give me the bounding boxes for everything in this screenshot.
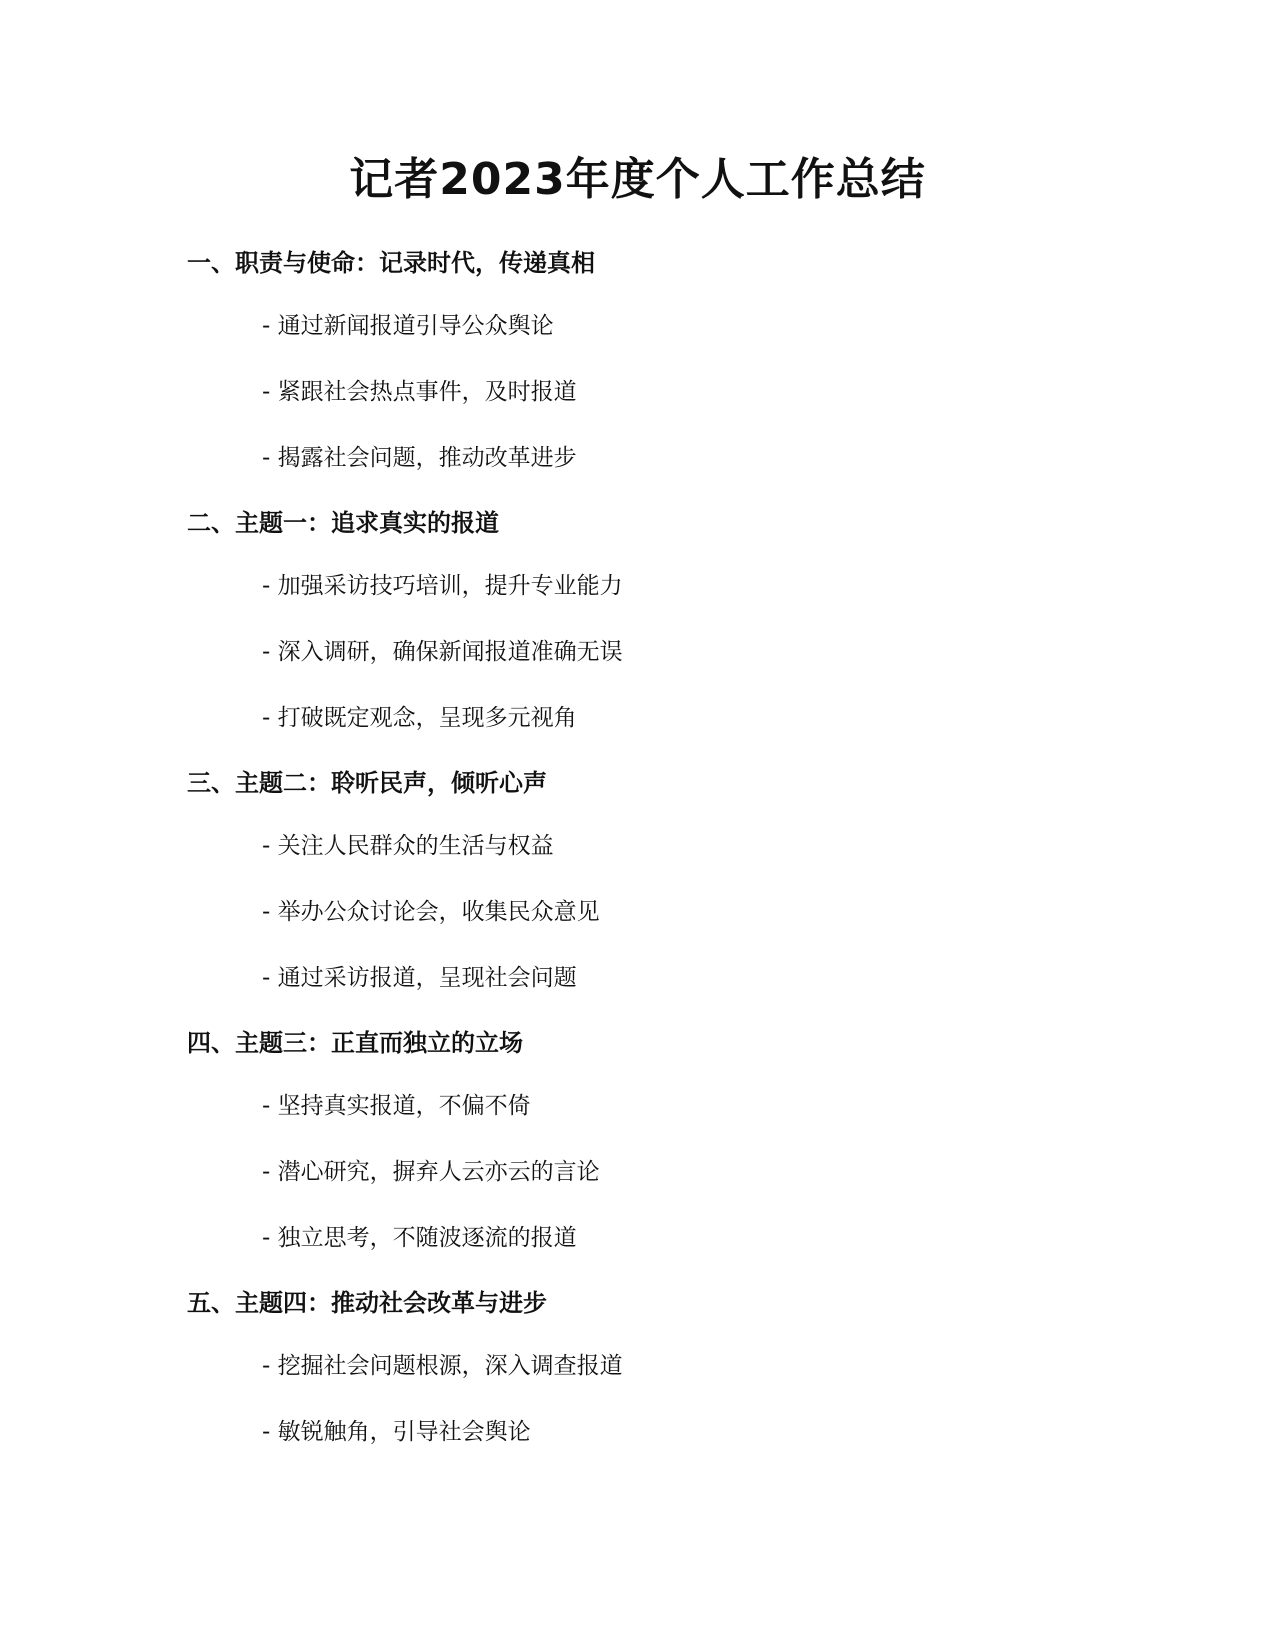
section-1 (187, 243, 1087, 478)
list-item: - 打破既定观念，呈现多元视角 (262, 705, 577, 731)
list-item: - 通过采访报道，呈现社会问题 (262, 965, 577, 991)
section-heading: 五、主题四：推动社会改革与进步 (187, 1289, 547, 1317)
list-item: - 举办公众讨论会，收集民众意见 (262, 899, 600, 925)
bullet-list (187, 566, 1087, 738)
section-heading: 四、主题三：正直而独立的立场 (187, 1029, 523, 1057)
list-item: - 坚持真实报道，不偏不倚 (262, 1093, 531, 1119)
section-heading: 三、主题二：聆听民声，倾听心声 (187, 769, 547, 797)
section-heading: 二、主题一：追求真实的报道 (187, 509, 499, 537)
section-heading: 一、职责与使命：记录时代，传递真相 (187, 249, 595, 277)
list-item: - 独立思考，不随波逐流的报道 (262, 1225, 577, 1251)
list-item: - 敏锐触角，引导社会舆论 (262, 1419, 531, 1445)
list-item: - 加强采访技巧培训，提升专业能力 (262, 573, 623, 599)
list-item: - 揭露社会问题，推动改革进步 (262, 445, 577, 471)
section-2 (187, 503, 1087, 738)
bullet-list (187, 1346, 1087, 1452)
list-item: - 深入调研，确保新闻报道准确无误 (262, 639, 623, 665)
list-item: - 关注人民群众的生活与权益 (262, 833, 554, 859)
section-3 (187, 763, 1087, 998)
bullet-list (187, 306, 1087, 478)
document-body (187, 243, 1087, 1477)
bullet-list (187, 1086, 1087, 1258)
section-4 (187, 1023, 1087, 1258)
section-5 (187, 1283, 1087, 1452)
list-item: - 挖掘社会问题根源，深入调查报道 (262, 1353, 623, 1379)
bullet-list (187, 826, 1087, 998)
document-title: 记者2023年度个人工作总结 (349, 154, 926, 205)
list-item: - 潜心研究，摒弃人云亦云的言论 (262, 1159, 600, 1185)
list-item: - 通过新闻报道引导公众舆论 (262, 313, 554, 339)
list-item: - 紧跟社会热点事件，及时报道 (262, 379, 577, 405)
